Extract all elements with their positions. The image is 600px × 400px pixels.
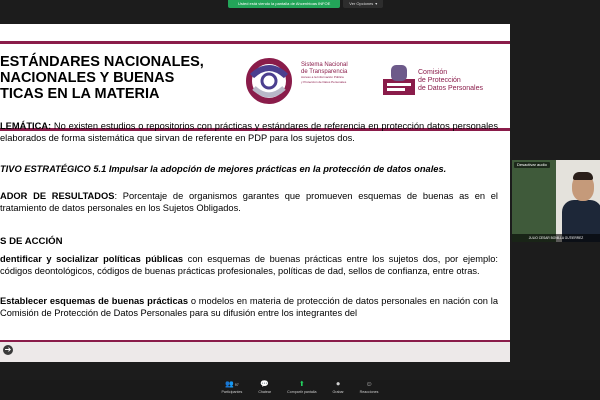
reactions-icon: ☺ [365, 381, 373, 388]
action-2-bold: Establecer esquemas de buenas prácticas [0, 296, 188, 306]
share-screen-icon: ⬆ [298, 381, 305, 388]
snt-line-4: y Protección de Datos Personales [301, 79, 347, 84]
indicator-text: : Porcentaje de organismos garantes que promueven esquemas de buenas as en el tratamiento de datos personales en los Sujetos Obligados. [0, 191, 499, 213]
cpdp-line-2: de Protección [418, 77, 461, 84]
snt-logo-text [301, 62, 376, 84]
cpdp-line-1: Comisión [418, 69, 448, 76]
action-1-bold: dentificar y socializar políticas públicas [0, 254, 184, 264]
snt-logo-icon [242, 58, 296, 104]
indicator-paragraph [0, 191, 498, 214]
slide-bottom-band [0, 340, 510, 362]
share-screen-label: Compartir pantalla [287, 390, 317, 394]
cpdp-line-3: de Datos Personales [418, 85, 483, 92]
participant-video-tile[interactable] [512, 160, 600, 242]
video-background-plant [512, 160, 556, 242]
cpdp-logo-icon [381, 61, 417, 97]
mute-audio-button[interactable]: Desactivar audio [514, 162, 550, 168]
objective-text: TIVO ESTRATÉGICO 5.1 Impulsar la adopción de mejores prácticas en la protección de datos onales. [0, 164, 447, 174]
meeting-toolbar [0, 380, 600, 400]
share-screen-button[interactable] [287, 380, 316, 400]
chevron-down-icon: ▾ [375, 1, 378, 6]
problem-paragraph [0, 121, 498, 144]
record-label: Grabar [332, 390, 344, 394]
participants-icon: 👥$^{97}$ [225, 381, 239, 388]
participant-name-tag: JULIO CESAR BONILLA GUTIERREZ [512, 234, 600, 242]
slide-bottom-line [0, 340, 510, 342]
participants-count: 97 [234, 383, 239, 387]
chat-label: Chatear [258, 390, 272, 394]
snt-line-3: Acceso a la Información Pública [301, 75, 344, 79]
actions-title: S DE ACCIÓN [0, 236, 63, 247]
reactions-label: Reacciones [359, 390, 379, 394]
participant-hair [573, 172, 593, 180]
screen-share-bar [228, 0, 383, 8]
objective-paragraph [0, 164, 498, 176]
snt-line-2: de Transparencia [301, 68, 348, 75]
indicator-label: ADOR DE RESULTADOS [0, 191, 115, 201]
snt-line-1: Sistema Nacional [301, 62, 348, 68]
chat-button[interactable] [258, 380, 271, 400]
record-button[interactable] [332, 380, 343, 400]
action-2-paragraph [0, 296, 498, 319]
reactions-button[interactable] [360, 380, 379, 400]
problem-text: No existen estudios o repositorios con prácticas y estándares de referencia en protección datos personales elaborados de forma sistemática que sirvan de referente en PDP para los sujetos dos. [0, 121, 498, 143]
action-2-text: o modelos en materia de protección de datos personales en nación con la Comisión de Protección de Datos Personales para su difusión entre los integrantes del [0, 296, 498, 318]
problem-label: LEMÁTICA: [0, 121, 52, 131]
view-options-button[interactable] [343, 0, 383, 8]
share-status-text: Usted está viendo la pantalla de Ahcenhtoas INFOE [228, 0, 340, 8]
shared-slide [0, 24, 510, 362]
participants-button[interactable] [222, 380, 243, 400]
slide-top-accent-bar [0, 41, 510, 44]
action-1-paragraph [0, 254, 498, 277]
view-options-label: Ver Opciones [349, 1, 374, 6]
record-icon: ⏺ [336, 381, 340, 388]
action-1-text: con esquemas de buenas prácticas entre los sujetos dos, por ejemplo: códigos deontológicos, códigos de buenas prácticas profesionales, políticas de dad, sellos de confianza, entre otras. [0, 254, 498, 276]
slide-title: ESTÁNDARES NACIONALES, NACIONALES Y BUENAS TICAS EN LA MATERIA [0, 54, 204, 102]
participants-label: Participantes [221, 390, 243, 394]
chat-icon: 💬 [260, 381, 270, 388]
cpdp-logo-text [418, 69, 508, 93]
next-slide-arrow-icon[interactable]: ➔ [4, 345, 12, 354]
